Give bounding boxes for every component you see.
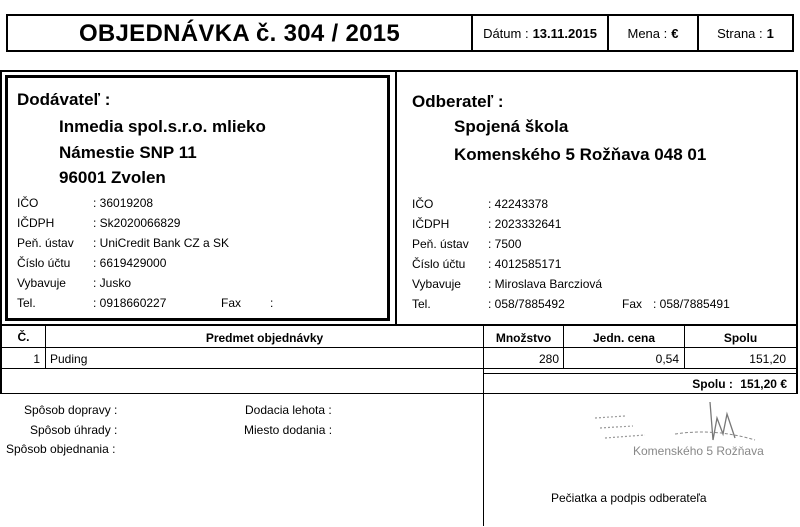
supplier-tel-value: : 0918660227: [93, 296, 167, 310]
row-qty: 280: [538, 352, 559, 366]
table-line: [796, 326, 798, 394]
supplier-fax-label: Fax: [221, 296, 242, 310]
delivery-time-label: Dodacia lehota :: [245, 403, 332, 417]
customer-ico-label: IČO: [412, 197, 434, 211]
page-value: 1: [766, 25, 774, 41]
supplier-city: 96001 Zvolen: [59, 168, 166, 187]
date-cell: [471, 14, 609, 52]
table-line: [0, 368, 798, 369]
currency-label: Mena :: [627, 25, 668, 41]
col-header-item: Predmet objednávky: [205, 331, 324, 345]
supplier-street: Námestie SNP 11: [59, 143, 197, 162]
customer-contact-label: Vybavuje: [412, 277, 461, 291]
supplier-fax-value: :: [270, 296, 274, 310]
supplier-account-label: Číslo účtu: [17, 256, 71, 270]
row-no: 1: [33, 352, 40, 366]
signature-label: Pečiatka a podpis odberateľa: [551, 491, 707, 505]
supplier-bank-label: Peň. ústav: [17, 236, 74, 250]
col-header-total: Spolu: [723, 331, 758, 345]
currency-cell: [607, 14, 699, 52]
title-box: [6, 14, 473, 52]
supplier-bank-value: : UniCredit Bank CZ a SK: [93, 236, 230, 250]
supplier-tel-label: Tel.: [17, 296, 36, 310]
sum-value: 151,20 €: [740, 377, 787, 391]
stamp-text: Komenského 5 Rožňava: [633, 444, 764, 458]
customer-fax-value: : 058/7885491: [653, 297, 730, 311]
supplier-contact-value: : Jusko: [93, 276, 132, 290]
currency-value: €: [671, 25, 679, 41]
customer-bank-label: Peň. ústav: [412, 237, 469, 251]
date-value: 13.11.2015: [532, 25, 597, 41]
document-title: OBJEDNÁVKA č. 304 / 2015: [78, 20, 401, 47]
stamp-signature: [555, 400, 785, 470]
signature-icon: [555, 400, 785, 470]
col-header-qty: Množstvo: [495, 331, 552, 345]
page-label: Strana :: [717, 25, 763, 41]
customer-address: Komenského 5 Rožňava 048 01: [454, 145, 707, 164]
party-divider: [395, 70, 397, 326]
supplier-contact-label: Vybavuje: [17, 276, 66, 290]
date-label: Dátum :: [483, 25, 529, 41]
supplier-ico-label: IČO: [17, 196, 39, 210]
order-method-label: Spôsob objednania :: [6, 442, 116, 456]
col-header-unit-price: Jedn. cena: [592, 331, 656, 345]
col-header-no: Č.: [17, 330, 30, 344]
transport-label: Spôsob dopravy :: [24, 403, 118, 417]
customer-heading: Odberateľ :: [412, 92, 504, 111]
row-unit-price: 0,54: [655, 352, 679, 366]
customer-account-value: : 4012585171: [488, 257, 562, 271]
customer-ico-value: : 42243378: [488, 197, 549, 211]
customer-name: Spojená škola: [454, 117, 569, 136]
customer-tel-label: Tel.: [412, 297, 431, 311]
supplier-icdph-value: : Sk2020066829: [93, 216, 181, 230]
sum-label: Spolu :: [692, 377, 733, 391]
customer-contact-value: : Miroslava Barcziová: [488, 277, 603, 291]
row-item: Puding: [50, 352, 88, 366]
customer-fax-label: Fax: [622, 297, 643, 311]
table-line: [0, 393, 798, 394]
supplier-icdph-label: IČDPH: [17, 216, 55, 230]
customer-icdph-label: IČDPH: [412, 217, 450, 231]
supplier-account-value: : 6619429000: [93, 256, 167, 270]
customer-icdph-value: : 2023332641: [488, 217, 562, 231]
sum-row: [484, 377, 787, 391]
table-line: [483, 373, 798, 374]
payment-label: Spôsob úhrady :: [30, 423, 118, 437]
table-line: [0, 347, 798, 348]
supplier-heading: Dodávateľ :: [17, 90, 111, 109]
supplier-ico-value: : 36019208: [93, 196, 154, 210]
customer-tel-value: : 058/7885492: [488, 297, 565, 311]
row-total: 151,20: [749, 352, 786, 366]
customer-account-label: Číslo účtu: [412, 257, 466, 271]
customer-bank-value: : 7500: [488, 237, 522, 251]
supplier-name: Inmedia spol.s.r.o. mlieko: [59, 117, 266, 136]
page-cell: [697, 14, 794, 52]
delivery-place-label: Miesto dodania :: [244, 423, 333, 437]
